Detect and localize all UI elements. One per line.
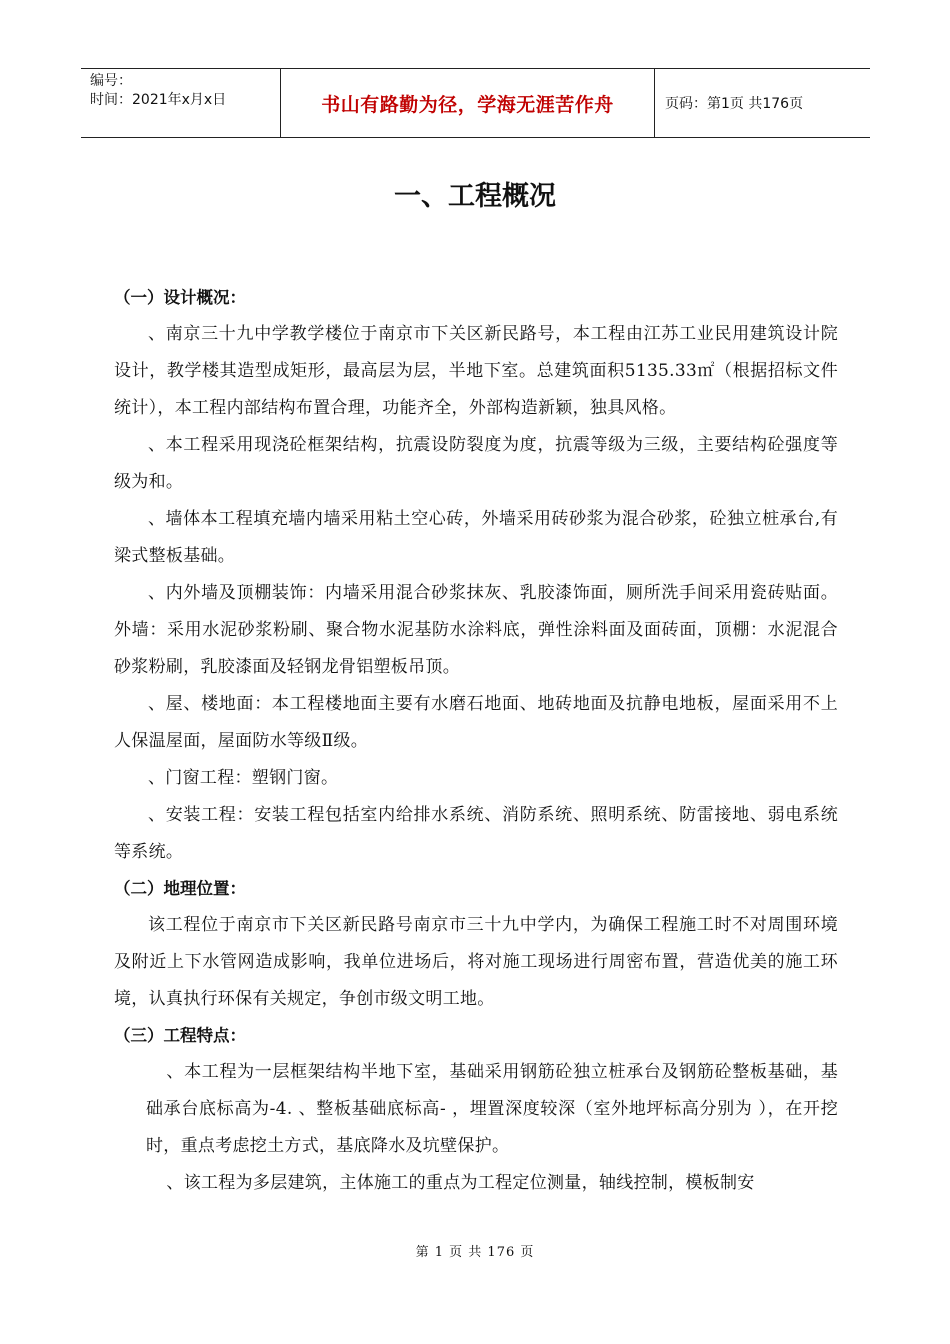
motto: 书山有路勤为径，学海无涯苦作舟 — [321, 93, 614, 116]
page-title: 一、工程概况 — [394, 181, 556, 212]
paragraph: 、本工程为一层框架结构半地下室，基础采用钢筋砼独立桩承台及钢筋砼整板基础，基础承台底标高为-4. 、整板基础底标高- ，埋置深度较深（室外地坪标高分别为 ），在开挖时，重点考虑挖土方式，基底降水及坑壁保护。 — [146, 1062, 838, 1156]
paragraph: 、南京三十九中学教学楼位于南京市下关区新民路号，本工程由江苏工业民用建筑设计院设计，教学楼其造型成矩形，最高层为层，半地下室。总建筑面积5135.33㎡（根据招标文件统计），本工程内部结构布置合理，功能齐全，外部构造新颖，独具风格。 — [114, 324, 838, 418]
header-meta — [81, 69, 281, 137]
page-info: 页码：第1页 共176页 — [665, 96, 804, 112]
time-label: 时间：2021年x月x日 — [90, 92, 227, 108]
paragraph: 、安装工程：安装工程包括室内给排水系统、消防系统、照明系统、防雷接地、弱电系统等系统。 — [114, 805, 838, 862]
header-page-cell — [655, 69, 870, 137]
paragraph: 、本工程采用现浇砼框架结构，抗震设防裂度为度，抗震等级为三级，主要结构砼强度等级为和。 — [114, 435, 838, 492]
page-header — [81, 68, 870, 138]
section-heading-design: （一）设计概况： — [114, 288, 246, 307]
paragraph: 、该工程为多层建筑，主体施工的重点为工程定位测量，轴线控制，模板制安 — [166, 1173, 755, 1193]
page-footer: 第 1 页 共 176 页 — [415, 1245, 535, 1260]
paragraph: 、门窗工程：塑钢门窗。 — [148, 768, 339, 788]
paragraph: 该工程位于南京市下关区新民路号南京市三十九中学内，为确保工程施工时不对周围环境及附近上下水管网造成影响，我单位进场后，将对施工现场进行周密布置，营造优美的施工环境，认真执行环保有关规定，争创市级文明工地。 — [114, 915, 838, 1009]
paragraph: 、内外墙及顶棚装饰：内墙采用混合砂浆抹灰、乳胶漆饰面，厕所洗手间采用瓷砖贴面。外墙：采用水泥砂浆粉刷、聚合物水泥基防水涂料底，弹性涂料面及面砖面，顶棚：水泥混合砂浆粉刷，乳胶漆面及轻钢龙骨铝塑板吊顶。 — [114, 583, 838, 677]
header-motto-cell — [281, 69, 655, 137]
document-body — [114, 280, 838, 1202]
section-heading-location: （二）地理位置： — [114, 879, 246, 898]
paragraph: 、墙体本工程填充墙内墙采用粘土空心砖，外墙采用砖砂浆为混合砂浆，砼独立桩承台,有梁式整板基础。 — [114, 509, 838, 566]
section-heading-features: （三）工程特点： — [114, 1026, 246, 1045]
features-block — [114, 1054, 838, 1202]
number-label: 编号： — [90, 73, 132, 89]
paragraph: 、屋、楼地面：本工程楼地面主要有水磨石地面、地砖地面及抗静电地板，屋面采用不上人保温屋面，屋面防水等级Ⅱ级。 — [114, 694, 838, 751]
